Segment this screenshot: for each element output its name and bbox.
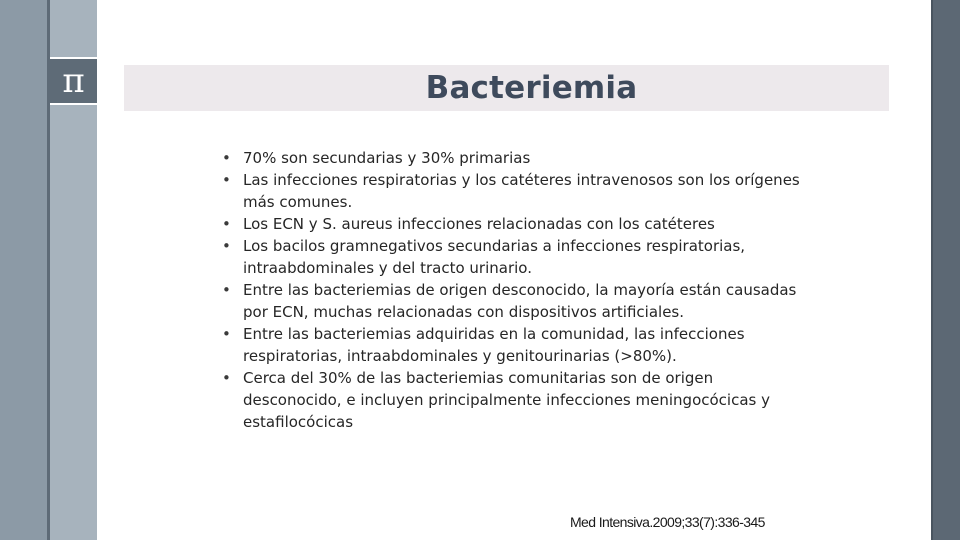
bullet-item — [220, 323, 800, 367]
bullet-dot-icon: • — [222, 171, 231, 189]
bullet-item — [220, 235, 800, 279]
left-decorative-bar — [0, 0, 47, 540]
bullet-text: Las infecciones respiratorias y los catéteres intravenosos son los orígenes más comunes. — [243, 171, 800, 211]
citation-reference: Med Intensiva.2009;33(7):336-345 — [570, 514, 765, 530]
bullet-item — [220, 147, 800, 169]
bullet-text: Entre las bacteriemias adquiridas en la comunidad, las infecciones respiratorias, intraabdominales y genitourinarias (>80%). — [243, 325, 745, 365]
bullet-list — [220, 147, 800, 433]
bullet-dot-icon: • — [222, 149, 231, 167]
slide-title: Bacteriemia — [425, 70, 638, 106]
bullet-dot-icon: • — [222, 281, 231, 299]
right-decorative-bar — [933, 0, 960, 540]
bullet-text: Los bacilos gramnegativos secundarias a infecciones respiratorias, intraabdominales y del tracto urinario. — [243, 237, 746, 277]
bullet-dot-icon: • — [222, 215, 231, 233]
bullet-text: 70% son secundarias y 30% primarias — [243, 149, 531, 167]
bullet-item — [220, 169, 800, 213]
bullet-dot-icon: • — [222, 325, 231, 343]
pi-icon: π — [62, 61, 85, 101]
bullet-item — [220, 213, 800, 235]
bullet-text: Entre las bacteriemias de origen desconocido, la mayoría están causadas por ECN, muchas relacionadas con dispositivos artificiales. — [243, 281, 797, 321]
bullet-dot-icon: • — [222, 369, 231, 387]
bullet-text: Los ECN y S. aureus infecciones relacionadas con los catéteres — [243, 215, 715, 233]
bullet-item — [220, 367, 800, 433]
bullet-text: Cerca del 30% de las bacteriemias comunitarias son de origen desconocido, e incluyen principalmente infecciones meningocócicas y estafilocócicas — [243, 369, 770, 431]
pi-logo-box — [50, 57, 97, 105]
bullet-dot-icon: • — [222, 237, 231, 255]
title-banner — [124, 65, 889, 111]
bullet-item — [220, 279, 800, 323]
